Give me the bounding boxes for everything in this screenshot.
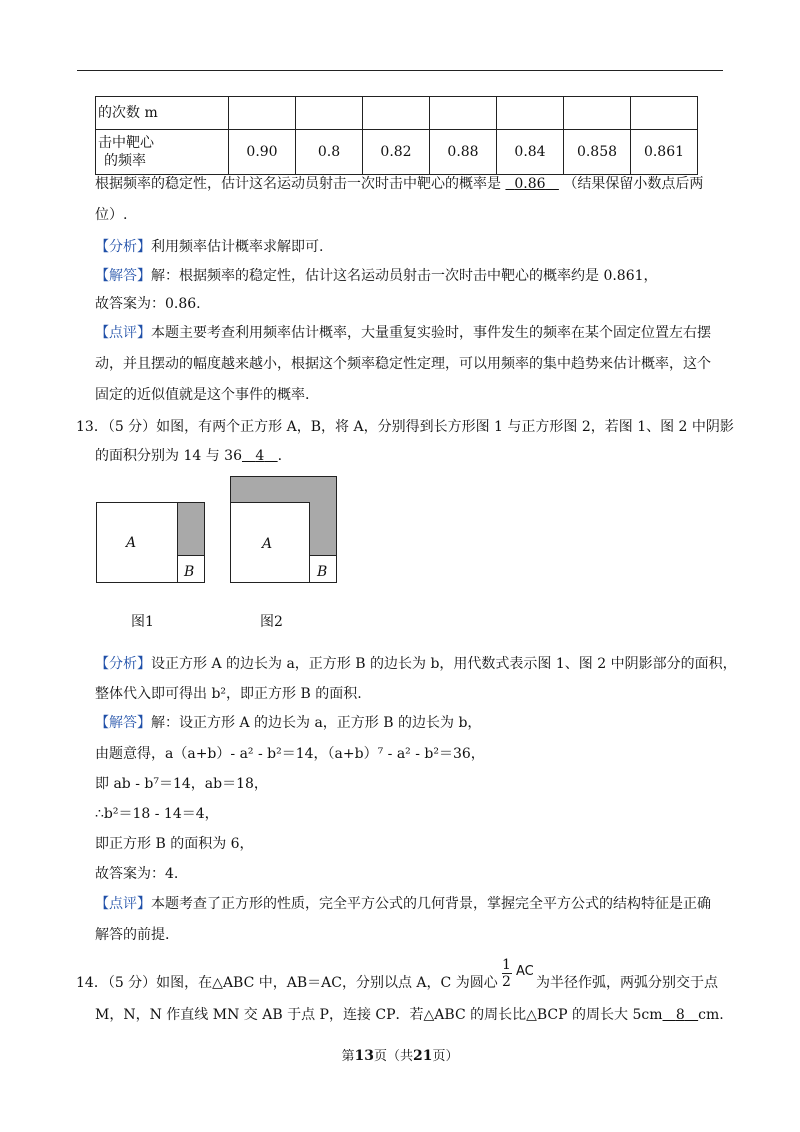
q12-comment: 【点评】本题主要考查利用频率估计概率，大量重复实验时，事件发生的频率在某个固定位置左右摆 <box>95 325 711 341</box>
q14-stem-line2: M，N，N 作直线 MN 交 AB 于点 P，连接 CP．若△ABC 的周长比△BCP 的周长大 5cm 8 cm. <box>95 1007 724 1023</box>
shaded-region <box>178 503 205 556</box>
solution-tag: 【解答】 <box>95 715 151 731</box>
figure-2-caption: 图2 <box>260 614 283 630</box>
q14-answer: 8 <box>675 1007 685 1023</box>
comment-tag: 【点评】 <box>95 325 151 341</box>
figure-1 <box>96 502 206 588</box>
square-a-label: A <box>262 536 273 552</box>
table-row-head-count: 的次数 m <box>96 97 229 130</box>
q14-stem-line1-post: 为半径作弧，两弧分别交于点 <box>536 975 718 991</box>
q13-answer: 4 <box>255 448 265 464</box>
q14-stem-line1-pre: 14．（5 分）如图，在△ABC 中，AB＝AC，分别以点 A，C 为圆心 <box>76 975 498 991</box>
q12-conclusion-line2: 位）. <box>95 207 128 223</box>
table-cell: 0.82 <box>363 130 430 175</box>
analysis-tag: 【分析】 <box>95 239 151 255</box>
fraction-tail: AC <box>516 964 534 979</box>
total-pages: 21 <box>413 1048 433 1064</box>
current-page: 13 <box>354 1048 374 1064</box>
analysis-tag: 【分析】 <box>95 656 151 672</box>
header-rule <box>77 70 723 71</box>
q12-comment-line2: 动，并且摆动的幅度越来越小，根据这个频率稳定性定理，可以用频率的集中趋势来估计概率，这个 <box>95 356 711 372</box>
table-cell: 0.88 <box>430 130 497 175</box>
q12-final-answer: 故答案为：0.86. <box>95 296 201 312</box>
table-row-head-frequency: 击中靶心 的频率 <box>96 130 229 175</box>
q12-analysis: 【分析】利用频率估计概率求解即可. <box>95 239 324 255</box>
table-cell: 0.858 <box>564 130 631 175</box>
comment-tag: 【点评】 <box>95 896 151 912</box>
square-b-label: B <box>184 564 195 580</box>
q13-solution: 【解答】解：设正方形 A 的边长为 a，正方形 B 的边长为 b， <box>95 715 482 731</box>
page-footer: 第13页（共21页） <box>341 1048 459 1064</box>
q13-final-answer: 故答案为：4. <box>95 866 179 882</box>
q12-conclusion-line1: 根据频率的稳定性，估计这名运动员射击一次时击中靶心的概率是 0.86 （结果保留小数点后两 <box>95 176 704 192</box>
q12-solution: 【解答】解：根据频率的稳定性，估计这名运动员射击一次时击中靶心的概率约是 0.861， <box>95 268 658 284</box>
q12-answer: 0.86 <box>514 176 546 192</box>
table-cell: 0.84 <box>497 130 564 175</box>
q13-comment-line2: 解答的前提. <box>95 927 170 943</box>
fraction-one-half: $\frac{1}{2}$ <box>502 957 511 990</box>
q13-analysis-line2: 整体代入即可得出 b²，即正方形 B 的面积. <box>95 686 362 702</box>
table-cell: 0.861 <box>631 130 698 175</box>
figure-2 <box>230 476 338 588</box>
q13-solution-line2: 由题意得，a（a+b）- a² - b²＝14，（a+b）⁷ - a² - b²＝36， <box>95 746 485 762</box>
q13-comment: 【点评】本题考查了正方形的性质，完全平方公式的几何背景，掌握完全平方公式的结构特征是正确 <box>95 896 711 912</box>
q13-solution-line3: 即 ab - b⁷＝14，ab＝18， <box>95 776 268 792</box>
square-a-label: A <box>126 535 137 551</box>
table-cell: 0.8 <box>296 130 363 175</box>
square-b-label: B <box>317 564 328 580</box>
figure-1-caption: 图1 <box>131 614 154 630</box>
q12-comment-line3: 固定的近似值就是这个事件的概率. <box>95 387 310 403</box>
q13-analysis: 【分析】设正方形 A 的边长为 a，正方形 B 的边长为 b，用代数式表示图 1、图 2 中阴影部分的面积， <box>95 656 737 672</box>
solution-tag: 【解答】 <box>95 268 151 284</box>
q13-solution-line5: 即正方形 B 的面积为 6， <box>95 836 254 852</box>
q13-solution-line4: ∴b²＝18 - 14＝4， <box>95 806 219 822</box>
q13-stem-line2: 的面积分别为 14 与 36 4 . <box>95 448 283 464</box>
table-cell: 0.90 <box>229 130 296 175</box>
q13-stem-line1: 13．（5 分）如图，有两个正方形 A，B，将 A，分别得到长方形图 1 与正方形图 2，若图 1、图 2 中阴影 <box>76 419 734 435</box>
frequency-table <box>95 96 698 175</box>
